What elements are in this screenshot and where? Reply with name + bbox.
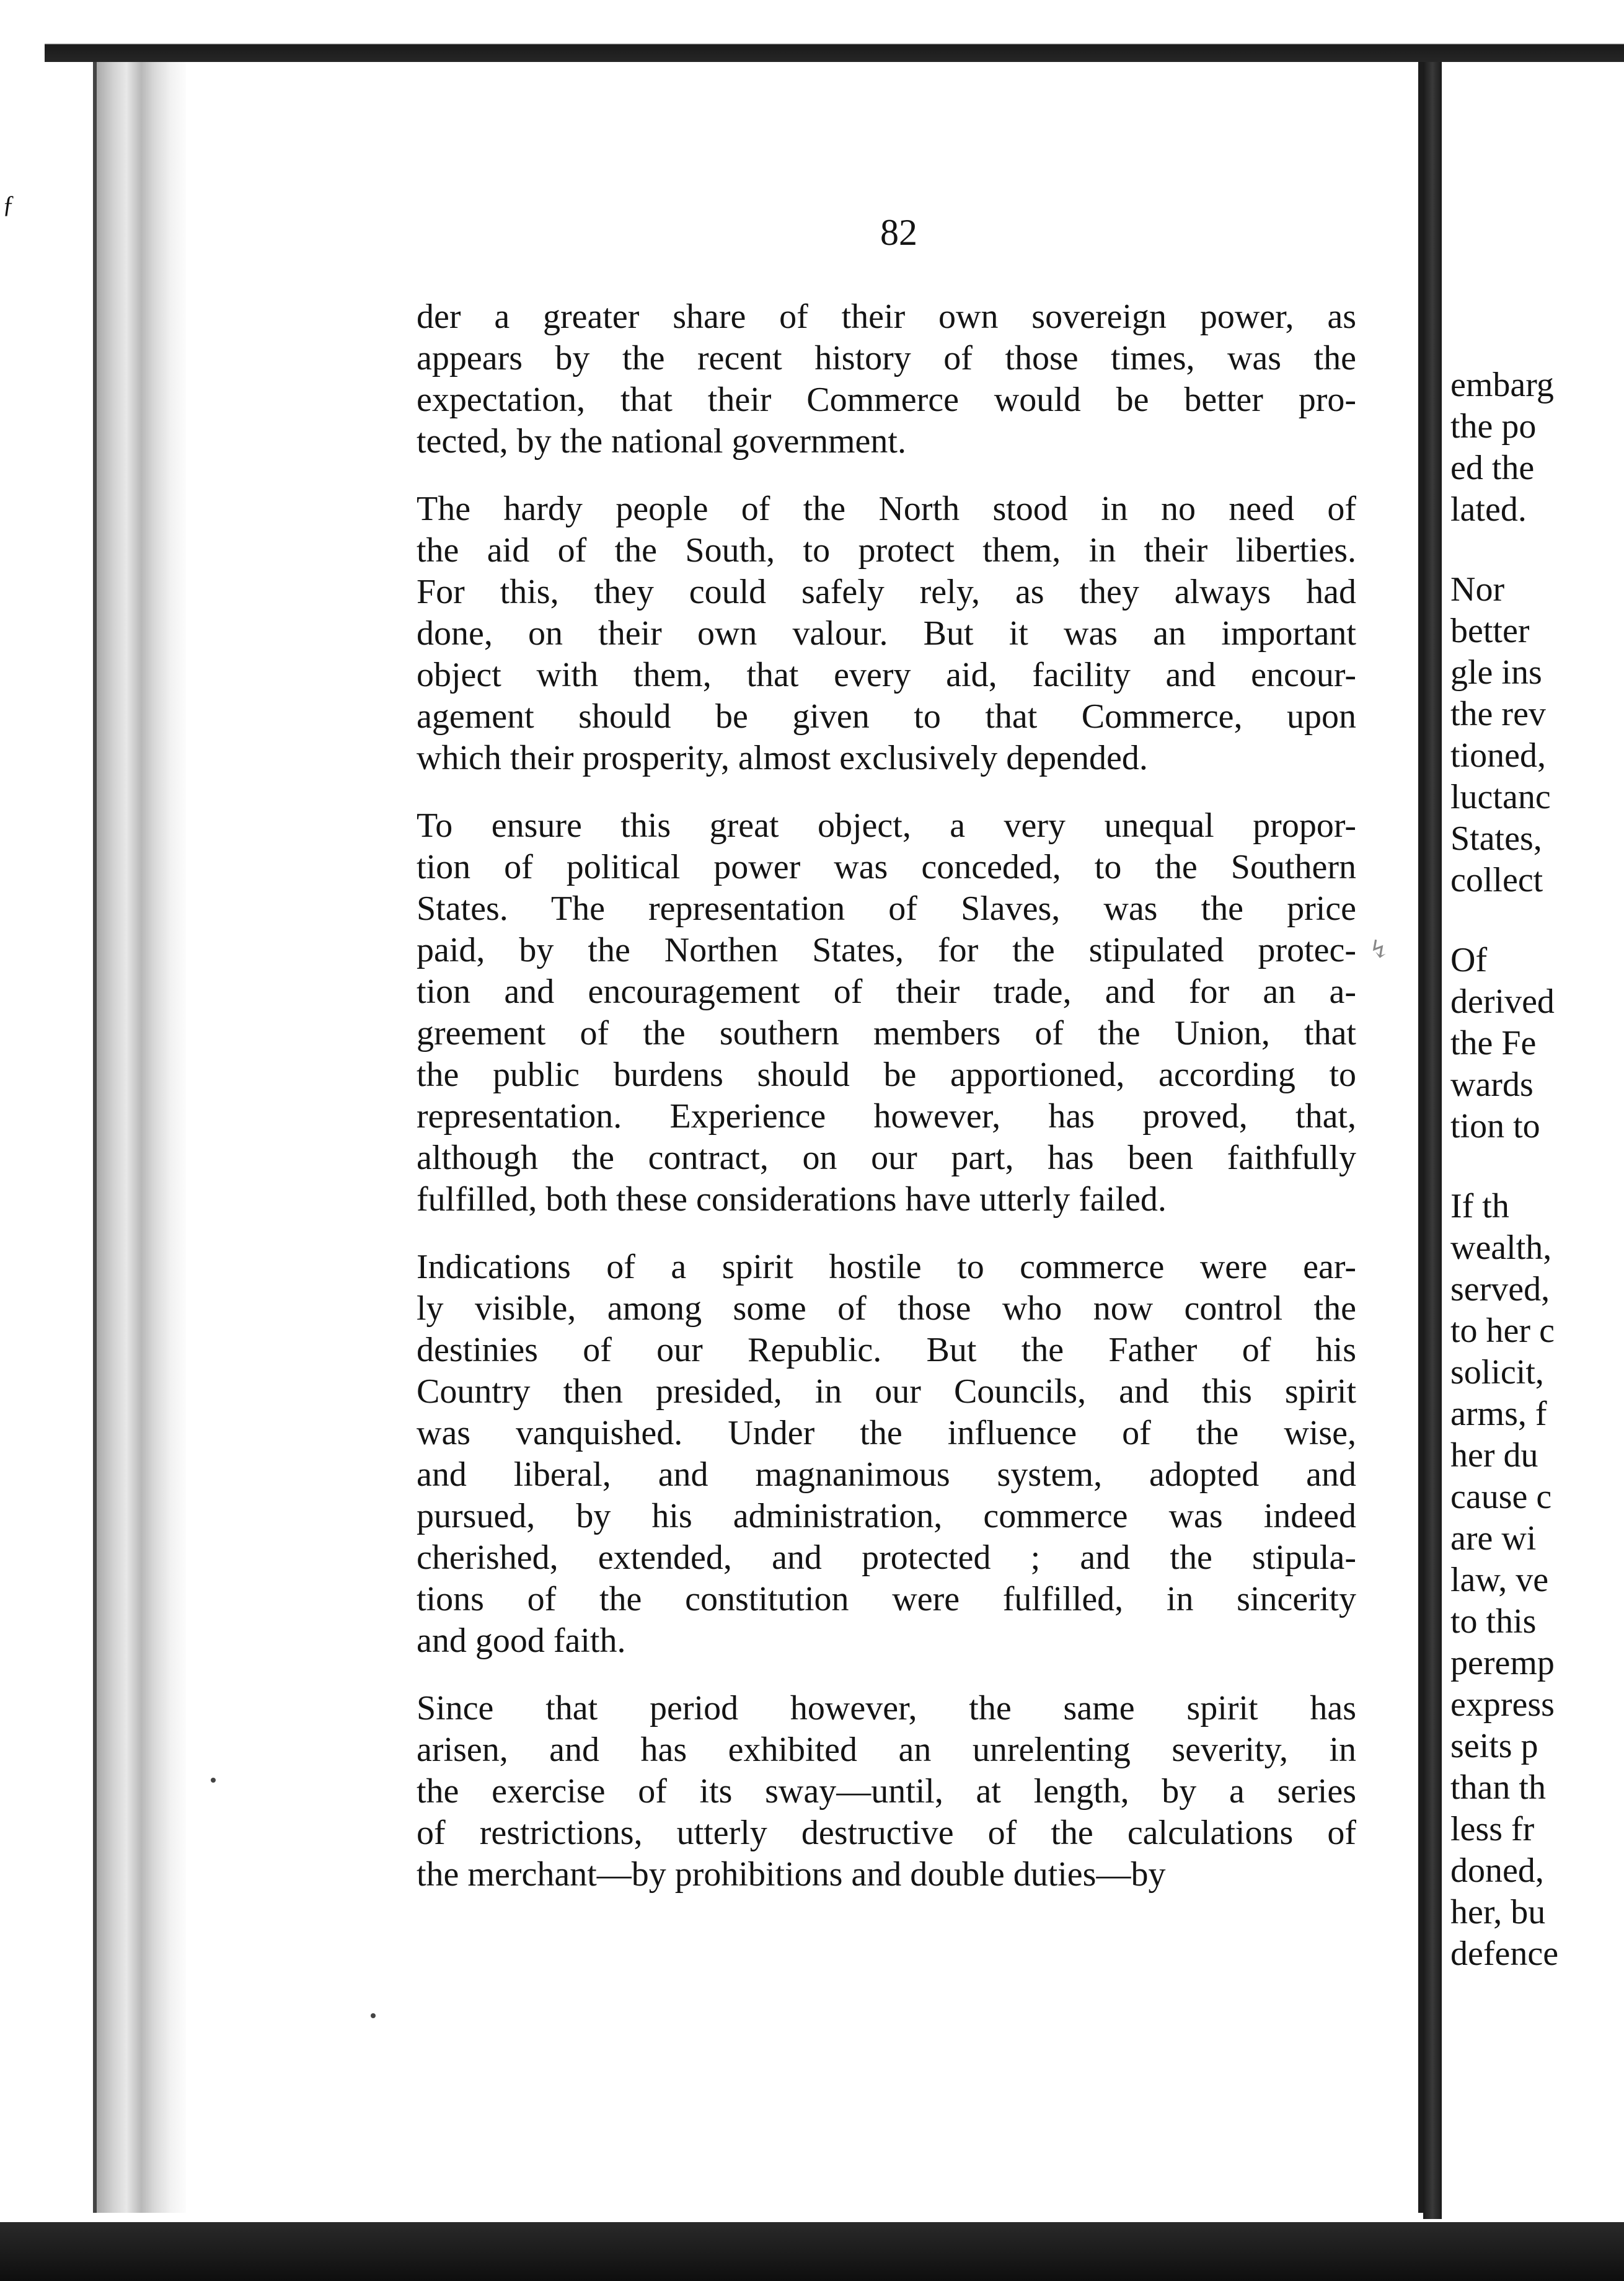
text-line-fragment: seits p: [1450, 1727, 1538, 1765]
text-line: For this, they could safely rely, as they always had: [417, 573, 1356, 611]
text-line-fragment: lated.: [1450, 490, 1527, 529]
text-line: ly visible, among some of those who now control the: [417, 1289, 1356, 1328]
text-line-fragment: are wi: [1450, 1519, 1537, 1558]
paragraph-fragment: [1450, 364, 1624, 531]
text-line: and good faith.: [417, 1621, 626, 1660]
right-page: [1442, 74, 1624, 2213]
text-line-fragment: doned,: [1450, 1851, 1544, 1890]
text-line-fragment: peremp: [1450, 1644, 1555, 1682]
text-line-fragment: ed the: [1450, 449, 1535, 487]
paragraph: [417, 805, 1356, 1220]
text-line: and liberal, and magnanimous system, adopted and: [417, 1455, 1356, 1494]
text-line: tion and encouragement of their trade, and for an a-: [417, 973, 1356, 1011]
paragraph-fragment: [1450, 569, 1624, 901]
text-line-fragment: wealth,: [1450, 1229, 1552, 1267]
margin-ink-mark: ↯: [1369, 935, 1390, 963]
text-line: Indications of a spirit hostile to commerce were ear-: [417, 1248, 1356, 1286]
text-line: fulfilled, both these considerations have utterly failed.: [417, 1180, 1167, 1219]
text-line-fragment: Nor: [1450, 570, 1505, 609]
scan-border-top: [0, 0, 1624, 62]
text-line-fragment: tioned,: [1450, 736, 1546, 775]
paragraph-fragment: [1450, 1186, 1624, 1975]
text-line: the exercise of its sway—until, at length, by a series: [417, 1772, 1356, 1811]
paragraph-fragment: [1450, 940, 1624, 1147]
text-line: States. The representation of Slaves, was the price: [417, 889, 1356, 928]
paragraph: [417, 1688, 1356, 1895]
text-line: tions of the constitution were fulfilled, in sincerity: [417, 1580, 1356, 1618]
text-line-fragment: tion to: [1450, 1107, 1540, 1145]
text-line: appears by the recent history of those times, was the: [417, 339, 1356, 377]
text-line-fragment: Of: [1450, 941, 1488, 979]
text-line: Since that period however, the same spirit has: [417, 1689, 1356, 1727]
text-line-fragment: solicit,: [1450, 1353, 1544, 1392]
text-line-fragment: to her c: [1450, 1312, 1555, 1350]
text-line-fragment: embarg: [1450, 366, 1554, 404]
text-line-fragment: the Fe: [1450, 1024, 1537, 1062]
text-line: which their prosperity, almost exclusively depended.: [417, 739, 1148, 777]
text-line: Country then presided, in our Councils, and this spirit: [417, 1372, 1356, 1411]
margin-ink-mark: ƒ: [2, 190, 15, 218]
text-line-fragment: cause c: [1450, 1478, 1552, 1516]
text-line-fragment: defence: [1450, 1935, 1559, 1973]
scan-border-left: [0, 43, 45, 2250]
text-line-fragment: wards: [1450, 1065, 1534, 1104]
text-line-fragment: gle ins: [1450, 653, 1542, 692]
paragraph: [417, 296, 1356, 462]
text-line: pursued, by his administration, commerce was indeed: [417, 1497, 1356, 1535]
text-line: the merchant—by prohibitions and double duties—by: [417, 1855, 1166, 1894]
text-line: expectation, that their Commerce would be better pro-: [417, 381, 1356, 419]
text-line-fragment: less fr: [1450, 1810, 1535, 1848]
text-line: agement should be given to that Commerce, upon: [417, 697, 1356, 736]
page-gutter: [1423, 62, 1442, 2219]
text-line-fragment: better: [1450, 612, 1530, 650]
text-line: object with them, that every aid, facility and encour-: [417, 656, 1356, 694]
text-line-fragment: the rev: [1450, 695, 1546, 733]
text-line: cherished, extended, and protected ; and the stipula-: [417, 1538, 1356, 1577]
text-line-fragment: than th: [1450, 1768, 1546, 1807]
text-line: the aid of the South, to protect them, in their liberties.: [417, 531, 1356, 570]
text-line-fragment: express: [1450, 1685, 1555, 1724]
text-line: done, on their own valour. But it was an important: [417, 614, 1356, 653]
text-line-fragment: derived: [1450, 982, 1555, 1021]
text-line-fragment: served,: [1450, 1270, 1550, 1308]
text-line: der a greater share of their own sovereign power, as: [417, 298, 1356, 336]
text-line-fragment: law, ve: [1450, 1561, 1549, 1599]
text-line-fragment: collect: [1450, 861, 1543, 899]
ink-speck: [371, 2013, 376, 2018]
text-line: although the contract, on our part, has been faithfully: [417, 1139, 1356, 1177]
paragraph: [417, 1246, 1356, 1662]
text-line: arisen, and has exhibited an unrelenting severity, in: [417, 1731, 1356, 1769]
text-line: destinies of our Republic. But the Father of his: [417, 1331, 1356, 1369]
text-line-fragment: her du: [1450, 1436, 1538, 1475]
scan-border-bottom: [0, 2222, 1624, 2281]
text-line: tion of political power was conceded, to the Southern: [417, 848, 1356, 886]
text-line: was vanquished. Under the influence of the wise,: [417, 1414, 1356, 1452]
text-line-fragment: to this: [1450, 1602, 1537, 1641]
text-line: paid, by the Northen States, for the stipulated protec-: [417, 931, 1356, 969]
text-line-fragment: States,: [1450, 819, 1542, 858]
text-line: greement of the southern members of the Union, that: [417, 1014, 1356, 1052]
text-line: of restrictions, utterly destructive of the calculations of: [417, 1814, 1356, 1852]
right-page-text: [1450, 364, 1624, 2013]
paragraph: [417, 488, 1356, 779]
text-line: The hardy people of the North stood in no need of: [417, 490, 1356, 528]
ink-speck: [211, 1778, 216, 1783]
book-spine: [93, 62, 190, 2213]
text-line: To ensure this great object, a very unequal propor-: [417, 806, 1356, 845]
page-number: 82: [880, 212, 917, 253]
text-line-fragment: the po: [1450, 407, 1537, 446]
text-line-fragment: luctanc: [1450, 778, 1551, 816]
text-line: tected, by the national government.: [417, 422, 906, 461]
text-line-fragment: arms, f: [1450, 1395, 1547, 1433]
text-line: representation. Experience however, has proved, that,: [417, 1097, 1356, 1136]
left-page-text: [417, 296, 1356, 1921]
text-line-fragment: If th: [1450, 1187, 1509, 1225]
text-line: the public burdens should be apportioned, according to: [417, 1056, 1356, 1094]
text-line-fragment: her, bu: [1450, 1893, 1546, 1931]
